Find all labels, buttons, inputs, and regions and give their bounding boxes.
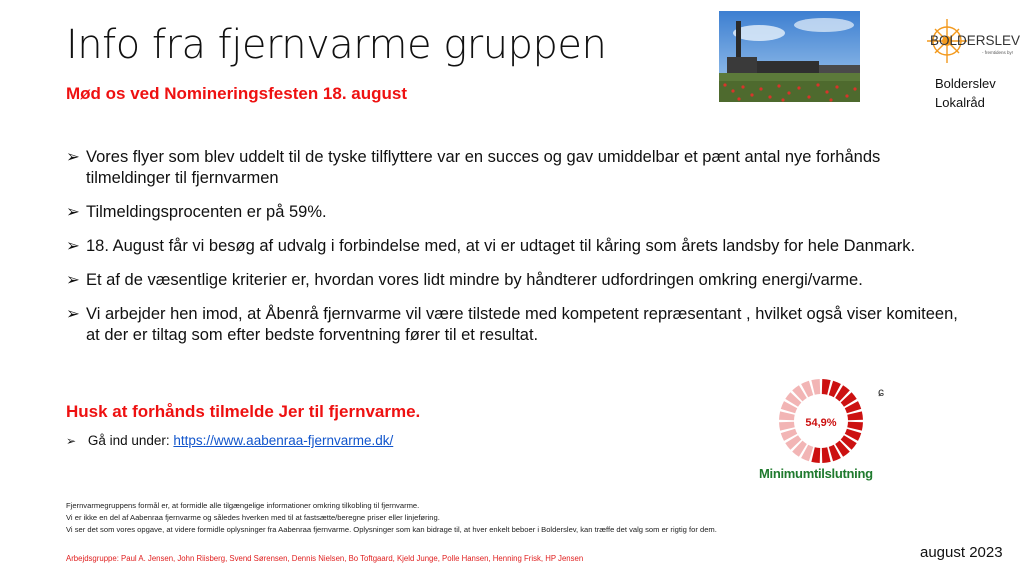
gauge-segment xyxy=(847,422,863,431)
gauge-caption: Minimumtilslutning xyxy=(759,466,873,481)
bullet-item xyxy=(66,304,966,346)
logo-tagline: - fremtidens by! xyxy=(982,50,1014,55)
fjernvarme-link[interactable]: https://www.aabenraa-fjernvarme.dk/ xyxy=(173,433,394,448)
bullet-item xyxy=(66,147,966,189)
slide-title: Info fra fjernvarme gruppen xyxy=(66,22,607,68)
gauge-segment xyxy=(779,411,795,420)
working-group: Arbejdsgruppe: Paul A. Jensen, John Riisberg, Svend Sørensen, Dennis Nielsen, Bo Toftgaard, Kjeld Junge, Polle Hansen, Henning Frisk, HP Jensen xyxy=(66,554,584,563)
organization-name-line1: Bolderslev xyxy=(935,76,996,91)
gauge-segment xyxy=(822,379,831,395)
footnote-line: Fjernvarmegruppens formål er, at formidle alle tilgængelige informationer omkring tilkobling til fjernvarme. xyxy=(66,501,420,510)
bullet-item xyxy=(66,236,966,257)
gauge-value-label: 54,9% xyxy=(805,417,837,429)
bullet-text: Vi arbejder hen imod, at Åbenrå fjernvarme vil være tilstede med kompetent repræsentant , hvilket også viser komiteen, at der er tiltag som efter bedste forventning fører til et resultat. xyxy=(86,305,958,344)
gauge-segment xyxy=(811,447,820,463)
arrow-bullet-icon: ➢ xyxy=(66,271,80,289)
bullet-text: Et af de væsentlige kriterier er, hvordan vores lidt mindre by håndterer udfordringen omkring energi/varme. xyxy=(86,271,863,289)
arrow-bullet-icon: ➢ xyxy=(66,434,77,448)
bullet-list xyxy=(66,147,966,359)
arrow-bullet-icon: ➢ xyxy=(66,148,80,166)
gauge-segment xyxy=(811,379,820,395)
arrow-bullet-icon: ➢ xyxy=(66,203,80,221)
link-row xyxy=(66,433,393,448)
bullet-text: Tilmeldingsprocenten er på 59%. xyxy=(86,203,327,221)
bullet-text: Vores flyer som blev uddelt til de tyske tilflyttere var en succes og gav umiddelbar et pænt antal nye forhånds tilmeldinger til fjernvarmen xyxy=(86,148,881,187)
slide-date: august 2023 xyxy=(920,544,1003,561)
link-prefix: Gå ind under: xyxy=(87,433,170,448)
gauge-mark-icon: ɕ xyxy=(878,385,884,399)
connection-gauge xyxy=(776,376,866,466)
bullet-text: 18. August får vi besøg af udvalg i forbindelse med, at vi er udtaget til kåring som årets landsby for hele Danmark. xyxy=(86,237,916,255)
arrow-bullet-icon: ➢ xyxy=(66,305,80,323)
heating-plant-photo xyxy=(719,11,860,102)
gauge-segment xyxy=(847,411,863,420)
logo-wordmark: BOLDERSLEV xyxy=(930,33,1021,48)
footnote-line: Vi ser det som vores opgave, at videre formidle oplysninger fra Aabenraa fjernvarme. Oplysninger som kan bidrage til, at hver enkelt beboer i Bolderslev, kan træffe det valg som er rigtig for dem. xyxy=(66,525,717,534)
gauge-ring xyxy=(776,376,866,466)
footnote-line: Vi er ikke en del af Aabenraa fjernvarme og således hverken med til at fastsætte/beregne priser eller linjeføring. xyxy=(66,513,440,522)
organization-name xyxy=(935,74,996,112)
arrow-bullet-icon: ➢ xyxy=(66,237,80,255)
slide-subtitle: Mød os ved Nomineringsfesten 18. august xyxy=(66,84,408,103)
gauge-segment xyxy=(822,447,831,463)
signup-reminder: Husk at forhånds tilmelde Jer til fjernvarme. xyxy=(66,402,421,421)
footnote xyxy=(66,500,946,536)
bullet-item xyxy=(66,202,966,223)
bolderslev-logo xyxy=(924,14,1024,70)
bullet-item xyxy=(66,270,966,291)
organization-name-line2: Lokalråd xyxy=(935,95,985,110)
gauge-segment xyxy=(779,422,795,431)
